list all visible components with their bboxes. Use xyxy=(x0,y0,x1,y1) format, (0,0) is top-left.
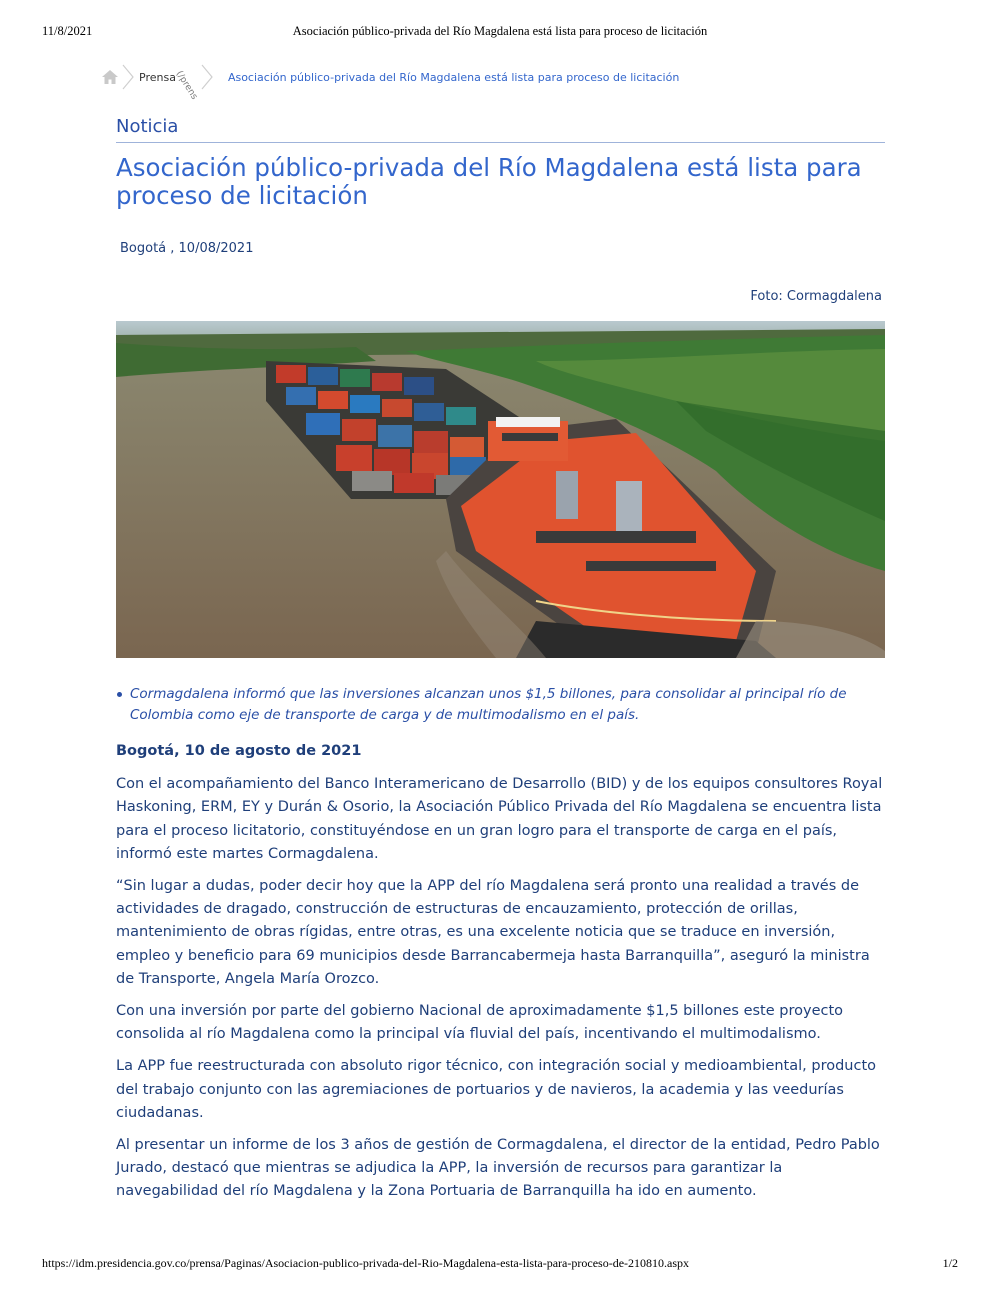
article-paragraph: Al presentar un informe de los 3 años de gestión de Cormagdalena, el director de la entidad, Pedro Pablo Jurado, destacó que mientras se adjudica la APP, la inversión de recursos para garantizar la navegabilidad del río Magdalena y la Zona Portuaria de Barranquilla ha ido en aumento. xyxy=(116,1137,880,1200)
article-date-strong: Bogotá, 10 de agosto de 2021 xyxy=(116,743,362,759)
breadcrumb-prensa-link[interactable]: Prensa xyxy=(139,70,176,84)
breadcrumb xyxy=(101,64,680,102)
hero-photo xyxy=(116,321,885,658)
print-header xyxy=(42,24,958,42)
chevron-right-icon xyxy=(121,64,135,90)
article-dateline: Bogotá , 10/08/2021 xyxy=(120,241,254,256)
print-date: 11/8/2021 xyxy=(42,24,93,38)
lead-bullet-item: Cormagdalena informó que las inversiones alcanzan unos $1,5 billones, para consolidar al principal río de Colombia como eje de transporte de carga y de multimodalismo en el país. xyxy=(116,684,876,726)
print-title: Asociación público-privada del Río Magdalena está lista para proceso de licitación xyxy=(292,24,708,38)
print-footer xyxy=(42,1256,958,1274)
breadcrumb-current-page[interactable]: Asociación público-privada del Río Magdalena está lista para proceso de licitación xyxy=(227,70,680,84)
article-body xyxy=(116,740,886,1213)
chevron-right-icon xyxy=(200,64,214,90)
article-paragraph: Con una inversión por parte del gobierno Nacional de aproximadamente $1,5 billones este proyecto consolida al río Magdalena como la principal vía fluvial del país, incentivando el multimodalismo. xyxy=(116,1003,844,1043)
photo-credit: Foto: Cormagdalena xyxy=(750,289,882,304)
print-url: https://idm.presidencia.gov.co/prensa/Paginas/Asociacion-publico-privada-del-Rio-Magdalena-esta-lista-para-proceso-de-210810.aspx xyxy=(42,1256,690,1270)
article-title: Asociación público-privada del Río Magdalena está lista para proceso de licitación xyxy=(116,153,862,210)
breadcrumb-overflow-text: (/prens xyxy=(173,69,199,102)
section-divider xyxy=(116,142,885,143)
page-number: 1/2 xyxy=(942,1256,958,1270)
section-label: Noticia xyxy=(116,116,179,137)
article-paragraph: “Sin lugar a dudas, poder decir hoy que la APP del río Magdalena será pronto una realidad a través de actividades de dragado, construcción de estructuras de encauzamiento, protección de orillas, mantenimiento de obras rígidas, entre otras, es una excelente noticia que se traduce en inversión, empleo y beneficio para 69 municipios desde Barrancabermeja hasta Barranquilla”, aseguró la ministra de Transporte, Angela María Orozco. xyxy=(116,878,870,987)
home-icon[interactable] xyxy=(101,69,119,85)
article-paragraph: Con el acompañamiento del Banco Interamericano de Desarrollo (BID) y de los equipos consultores Royal Haskoning, ERM, EY y Durán & Osorio, la Asociación Público Privada del Río Magdalena se encuentra lista para el proceso licitatorio, constituyéndose en un gran logro para el transporte de carga en el país, informó este martes Cormagdalena. xyxy=(116,776,883,862)
article-paragraph: La APP fue reestructurada con absoluto rigor técnico, con integración social y medioambiental, producto del trabajo conjunto con las agremiaciones de portuarios y de navieros, la academia y las veedurías ciudadanas. xyxy=(116,1058,877,1121)
lead-bullets xyxy=(116,684,876,726)
